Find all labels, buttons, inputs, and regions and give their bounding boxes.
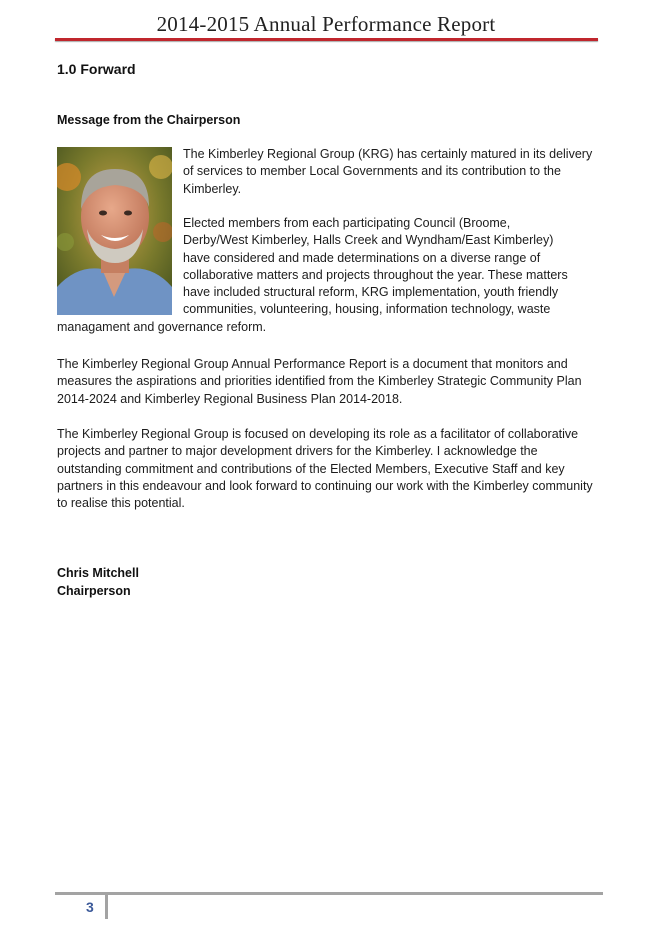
members-paragraph-line: collaborative matters and projects throughout the year. These matters <box>183 267 568 282</box>
members-paragraph-line: have included structural reform, KRG implementation, youth friendly <box>183 285 559 300</box>
members-paragraph-line: have considered and made determinations on a diverse range of <box>183 250 541 265</box>
members-paragraph-line: communities, volunteering, housing, information technology, waste <box>183 302 551 317</box>
members-paragraph <box>57 215 603 336</box>
members-paragraph-line: Derby/West Kimberley, Halls Creek and Wyndham/East Kimberley) <box>183 233 554 248</box>
signature-name: Chris Mitchell <box>57 566 139 580</box>
members-paragraph-line: Elected members from each participating Council (Broome, <box>183 216 511 230</box>
footer-page-separator <box>105 895 108 919</box>
page-number: 3 <box>86 899 94 915</box>
header-divider <box>55 38 598 41</box>
message-heading: Message from the Chairperson <box>57 113 241 127</box>
report-paragraph: The Kimberley Regional Group Annual Performance Report is a document that monitors and measures the aspirations and priorities identified from the Kimberley Strategic Community Plan 2014-2024 and Kimberley Regional Business Plan 2014-2018. <box>57 357 582 406</box>
members-paragraph-line: managament and governance reform. <box>57 319 267 334</box>
signature-role: Chairperson <box>57 584 131 598</box>
footer-divider <box>55 892 603 895</box>
document-header-title: 2014-2015 Annual Performance Report <box>156 12 496 36</box>
intro-paragraph: The Kimberley Regional Group (KRG) has certainly matured in its delivery of services to member Local Governments and its contribution to the Kimberley. <box>183 147 593 196</box>
focus-paragraph: The Kimberley Regional Group is focused on developing its role as a facilitator of collaborative projects and partner to major development drivers for the Kimberley. I acknowledge the outstanding commitment and contributions of the Elected Members, Executive Staff and key partners in this endeavour and look forward to continuing our work with the Kimberley community to realise this potential. <box>57 427 593 511</box>
section-heading: 1.0 Forward <box>57 61 136 77</box>
